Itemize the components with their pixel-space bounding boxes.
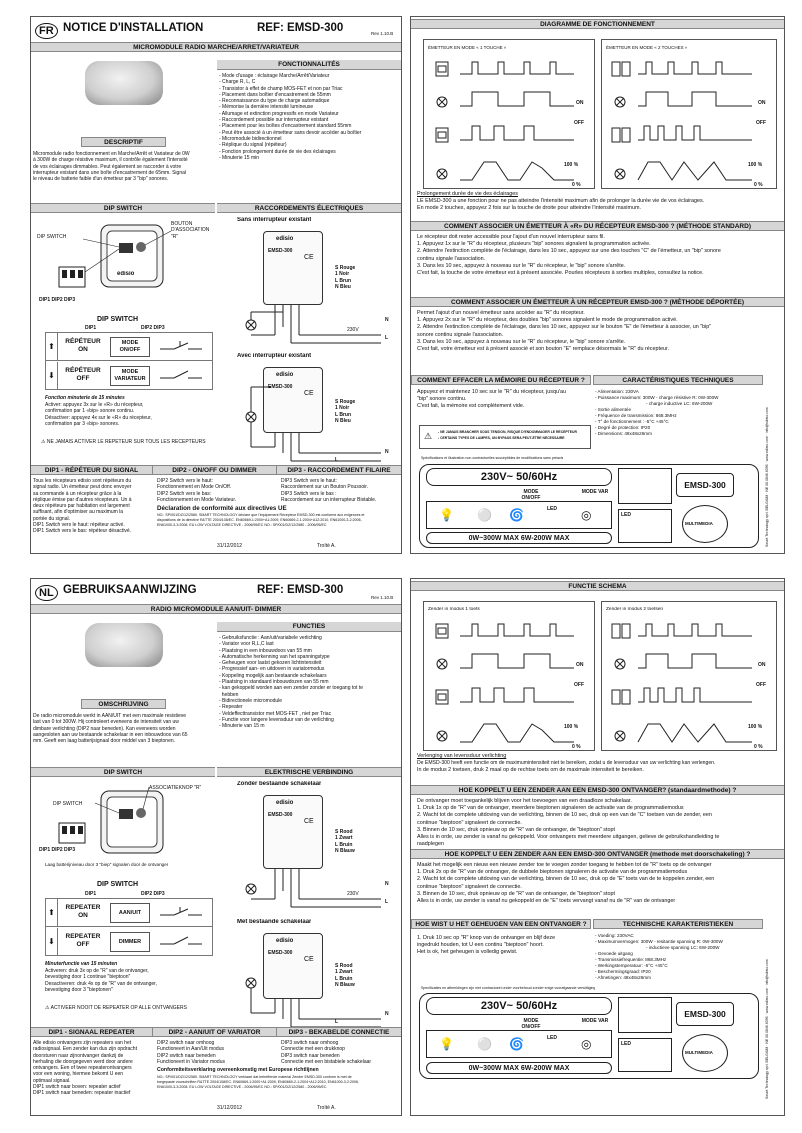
mode-var-small: MODE VAR — [581, 489, 609, 495]
repeater-off-label: RÉPÉTEUR OFF — [65, 367, 101, 382]
on-label-2-nl: ON — [758, 662, 766, 668]
mode-onoff-label-nl: AAN/UIT — [110, 903, 150, 923]
features-list: - Mode d'usage : éclairage Marche/Arrêt/Variateur - Charge R, L, C - Transistor à effet de champ MOS-FET et non par Triac - Placement dans boîtier d'encastrement de 55mm - Reconnaissance du type de charge automatique - Mémorise la dernière intensité lumineuse - Allumage et extinction progressifs en mode Variateur - Raccordement possible sur interrupteur existant - Placement pour les boîtes d'encastrement standard 55mm - Peut être associé à un émetteur sans devoir accéder au boîtier - Micromodule bidirectionnel - Réplique du signal (répéteur) - Fonction prolongement durée de vie des éclairages - Minuterie 15 min — [219, 73, 362, 161]
with-switch-title: Avec interrupteur existant — [237, 353, 312, 359]
product-label-nl — [419, 993, 759, 1079]
dip3-box-title-nl: DIP3 - BEKABELDE CONNECTIE — [277, 1027, 401, 1037]
fr-right-page — [410, 16, 785, 554]
dip3-box-title: DIP3 - RACCORDEMENT FILAIRE — [277, 465, 401, 475]
em2-label: ÉMETTEUR EN MODE « 2 TOUCHES » — [606, 45, 688, 50]
header-nl — [35, 583, 399, 603]
page-title: NOTICE D'INSTALLATION — [63, 22, 204, 34]
ce-mark-2-nl: CE — [304, 956, 314, 963]
transformer-icon — [618, 468, 672, 504]
wiring-diagram-2 — [231, 357, 399, 467]
assoc1-text-nl: De ontvanger moet toegankelijk blijven voor het toevoegen van een draadloze schakelaar. 1. Druk 1x op de "R" van de ontvanger, meerdere bieptonen signaleren de activatie van de programmatiemodus 2. Wacht tot de complete uitdoving van de verlichting, binnen de 10 sec, druk op een van de "C" toetsen van de zender, een continue "bieptoon" signaleert de connectie. 3. Binnen de 10 sec, druk opnieuw op de "R" van de ontvanger, de "bieptoon" stopt Alles is in orde, uw zender is vanaf nu gekoppeld. Voor ontvangers met meerdere uitgangen, gelieve de gebruikshandleiding te raadplegen — [417, 798, 720, 848]
prolong-section-nl: Verlenging van levensduur verlichting De EMSD-300 heeft een functie om de maximumintensiteit niet te bereiken, zodat u de levensduur van uw verlichting kan verlengen. In de modus 2 toetsen, druk 2 maal op de rechtse toets om de maximale intensiteit te bereiken. — [417, 753, 716, 774]
spot-icon-nl: ◎ — [581, 1037, 592, 1051]
diagram-2-nl — [601, 601, 777, 751]
voltage-1-nl: 230V — [347, 891, 359, 897]
dip1-text-nl: Alle edisio ontvangers zijn repeaters van het radiosignaal. Een zender kan dus zijn opdracht doorsturen naar zijnontvanger dankzij de herhaling die doorgegeven werd door andere ontvangers. Een of twee repeaterontvangers voor een woning, hiermee bekomt U een optimaal signaal. DIP1 switch naar boven: repeater actief DIP1 switch naar beneden: repeater inactief — [33, 1040, 137, 1097]
dip2-box-title: DIP2 - ON/OFF OU DIMMER — [153, 465, 277, 475]
load-types-nl — [426, 1030, 612, 1058]
warning-icon-2: ⚠ — [424, 431, 433, 441]
repeater-warning: ⚠ NE JAMAIS ACTIVER LE RÉPÉTEUR SUR TOUS LES RÉCEPTEURS — [41, 439, 206, 445]
declaration-text: NO.: SP/001/DZ/12/2580. SMART TECHNOLOGY déclare que l'équipement Récepteur EMSD-300 est conforme aux exigences et dispositions de la directive R&TTE 2004/108/EC. EN60669-1:2000+A1:2009, EN60669-2-1:2004+A12:2010, EN61000-3-2:2006, EN61000-3-3:2008. EU LOW VOLTAGE DIRECTIVE - 2006/95/EC NO.: SP/001/DZ/12/2580 - 2006/95/EC — [157, 513, 365, 527]
device-brand-2: edisio — [276, 372, 294, 378]
dip2-text: DIP2 Switch vers le haut: Fonctionnement en Mode On/Off. DIP2 Switch vers le bas: Fonctionnement en Mode Variateur. — [157, 478, 237, 503]
spot-icon: ◎ — [581, 508, 592, 522]
ce-mark: CE — [304, 254, 314, 261]
p0-label-1: 0 % — [572, 182, 581, 188]
cfl-icon-nl: 🌀 — [509, 1037, 524, 1051]
bulb-icon-nl: 💡 — [439, 1037, 454, 1051]
signature-place: Troïté A. — [317, 543, 336, 549]
repeater-on-label: RÉPÉTEUR ON — [65, 338, 101, 353]
no-switch-title: Sans interrupteur existant — [237, 217, 312, 223]
assoc-button-label: BOUTON D'ASSOCIATION "R" — [171, 221, 210, 240]
assoc1-title: COMMENT ASSOCIER UN ÉMETTEUR À «R» DU RÉCEPTEUR EMSD-300 ? (MÉTHODE STANDARD) — [411, 221, 784, 231]
wire-l-2: L — [335, 457, 339, 463]
dip1-box-title: DIP1 - RÉPÉTEUR DU SIGNAL — [31, 465, 153, 475]
halogen-icon: ⚪ — [477, 508, 492, 522]
wiring-diagram-2-nl — [231, 923, 399, 1029]
led-driver-box: LED — [618, 509, 672, 543]
transformer-icon-nl — [618, 997, 672, 1033]
subtitle: MICROMODULE RADIO MARCHE/ARRET/VARIATEUR — [31, 42, 401, 52]
dip1-box-title-nl: DIP1 - SIGNAAL REPEATER — [31, 1027, 153, 1037]
dip1-head-nl: DIP1 — [85, 891, 97, 897]
dip3-text: DIP3 Switch vers le haut: Raccordement sur un Bouton Poussoir. DIP3 Switch vers le bas : Raccordement sur un interrupteur Bistable. — [281, 478, 377, 503]
off-label-2-nl: OFF — [756, 682, 766, 688]
dip-table-nl — [45, 898, 213, 956]
warning-box: ⚠ - NE JAMAIS BRANCHER SOUS TENSION, RISQUE D'ENDOMMAGER LE RÉCEPTEUR - CERTAINS TYPES DE LAMPES, UN BYPASS SERA PEUT-ÊTRE NÉCESSAIRE — [419, 425, 591, 449]
side-brand: Smart Technology sprl. BELGIUM · NE 06.0846.6396 · www.edisio.com · info@edisio.com — [765, 407, 769, 547]
diagram-2-tecla — [601, 39, 777, 189]
device-brand-2-nl: edisio — [276, 938, 294, 944]
repeater-on-label-nl: REPEATER ON — [65, 904, 101, 919]
lang-badge-nl: NL — [35, 585, 58, 601]
down-arrow-icon: ⬇ — [46, 362, 58, 390]
dip2-box-title-nl: DIP2 - AAN/UIT OF VARIATOR — [153, 1027, 277, 1037]
device-name-2: EMSD-300 — [268, 384, 293, 390]
desc-title: DESCRIPTIF — [81, 137, 166, 147]
no-switch-title-nl: Zonder bestaande schakelaar — [237, 781, 322, 787]
side-brand-nl: Smart Technology sprl. BELGIUM · NE 06.0846.6396 · www.edisio.com · info@edisio.com — [765, 959, 769, 1099]
subtitle-nl: RADIO MICROMODULE AAN/UIT- DIMMER — [31, 604, 401, 614]
wiring-title: RACCORDEMENTS ÉLECTRIQUES — [217, 203, 401, 213]
wire-n-2: N — [385, 449, 389, 455]
up-arrow-icon: ⬆ — [46, 333, 58, 361]
diagram-1-tecla — [423, 39, 595, 189]
p100-label-2-nl: 100 % — [748, 724, 763, 730]
voltage-label-nl: 230V~ 50/60Hz — [426, 997, 612, 1015]
erase-text: Appuyez et maintenez 10 sec sur le "R" du récepteur, jusqu'au "bip" sonore continu. C'est fait, la mémoire est complètement vide. — [417, 389, 566, 410]
wiring-diagram-1-nl — [231, 781, 399, 911]
wire-legend-2-nl: S Rood 1 Zwart L Bruin N Blauw — [335, 963, 355, 988]
pushbutton-icon-nl — [158, 905, 204, 921]
assoc2-text-nl: Maakt het mogelijk een nieuw een nieuwe zender toe te voegen zonder toegang te hebben tot de "R" toets op de ontvanger 1. Druk 2x op de "R" van de ontvanger, de dubbele bieptonen signaleren de activatie van de programmatiemodus 2. Wacht tot de complete uitdoving van de verlichting, binnen de 10 sec, druk op de "E" toets van de te koppelen zender, een continue "bieptoon" signaleert de connectie. 3. Binnen de 10 sec, druk opnieuw op de "R" van de ontvanger, de "bieptoon" stopt Alles is in orde, uw zender is vanaf nu gekoppeld en de "E" toets vervangt vanaf nu de "R" van de ontvanger — [417, 862, 715, 905]
off-label-1: OFF — [574, 120, 584, 126]
dip-table — [45, 332, 213, 390]
dip2-text-nl: DIP2 switch naar omhoog Functioneert in Aan/Uit modus DIP2 switch naar beneden Functioneert in Variator modus — [157, 1040, 225, 1065]
voltage-label: 230V~ 50/60Hz — [426, 468, 612, 486]
device-brand: edisio — [276, 236, 294, 242]
wire-n-2-nl: N — [385, 1011, 389, 1017]
wire-l-2-nl: L — [335, 1019, 339, 1025]
ce-mark-2: CE — [304, 390, 314, 397]
no-multimedia-icon: MULTIMEDIA — [682, 505, 728, 543]
mode-onoff-small-nl: MODE ON/OFF — [521, 1018, 541, 1031]
assoc2-title-nl: HOE KOPPELT U EEN ZENDER AAN EEN EMSD-300 ONTVANGER (methode met doorschakeling) ? — [411, 849, 784, 859]
wire-legend-1: S Rouge 1 Noir L Brun N Bleu — [335, 265, 356, 290]
p0-label-2: 0 % — [754, 182, 763, 188]
device-brand-nl: edisio — [276, 800, 294, 806]
timer-text: Activer: appuyez 3x sur le «R» du récepteur, confirmation par 1 «bip» sonore continu. Désactiver: appuyez 4x sur le «R» du récepteur, confirmation par 3 «bip» sonores. — [45, 402, 152, 427]
warning-icon-nl: ⚠ — [45, 1005, 51, 1011]
dip23-head: DIP2 DIP3 — [141, 325, 165, 331]
no-multimedia-icon-nl: MULTIMEDIA — [682, 1034, 728, 1072]
switch-icon-nl — [158, 934, 204, 950]
prolong-section: Prolongement durée de vie des éclairages LE EMSD-300 a une fonction pour ne pas atteindre l'intensité maximum afin de prolonger la durée vie de vos éclairages. En mode 2 touches, appuyez 2 fois sur la touche de droite pour atteindre l'intensité maximum. — [417, 191, 705, 212]
desc-title-nl: OMSCHRIJVING — [81, 699, 166, 709]
page-title-nl: GEBRUIKSAANWIJZING — [63, 584, 197, 596]
off-label-1-nl: OFF — [574, 682, 584, 688]
led-label: LED — [547, 506, 557, 512]
with-switch-title-nl: Met bestaande schakelaar — [237, 919, 312, 925]
signature-place-nl: Troïté A. — [317, 1105, 336, 1111]
dip3-text-nl: DIP3 switch naar omhoog Connectie met een drukknop DIP3 switch naar beneden Connectie met een bistabiele schakelaar — [281, 1040, 372, 1065]
product-photo — [85, 61, 163, 105]
mode-onoff-label: MODE ON/OFF — [110, 337, 150, 357]
specs-note-nl: Specificaties en afbeeldingen zijn niet contractueel onder voorbehoud zonder enige voorafgaande verwittiging — [421, 986, 596, 990]
tech-specs-nl: - Voeding: 230VAC - Maximumvermogen: 300W - resitantie spanning R: 0W-300W - inductieve spanning LC: 6W-200W - Gevoede uitgang - Transmissiefrequentie: 868.3MHz - Werkingstemperatuur: -5°C +45°C - Beschermingsgraad: IP20 - Afmetingen: 48x48x26mm — [595, 933, 723, 980]
on-label-1-nl: ON — [576, 662, 584, 668]
em2-label-nl: Zender in modus 2 toetsen — [606, 607, 664, 612]
p100-label-1: 100 % — [564, 162, 579, 168]
declaration-title-nl: Conformiteitsverklaring overeenkomstig met Europese richtlijnen — [157, 1067, 319, 1073]
fr-left-page — [30, 16, 402, 554]
assoc1-title-nl: HOE KOPPELT U EEN ZENDER AAN EEN EMSD-300 ONTVANGER? (standaardmethode) ? — [411, 785, 784, 795]
assoc-button-label-nl: ASSOCIATIEKNOP "R" — [149, 785, 202, 791]
battery-note: Laag batterijniveau door 3 "biep" signalen door de ontvanger — [45, 862, 169, 867]
up-arrow-icon-nl: ⬆ — [46, 899, 58, 927]
dip-title: DIP SWITCH — [31, 203, 215, 213]
halogen-icon-nl: ⚪ — [477, 1037, 492, 1051]
p100-label-2: 100 % — [748, 162, 763, 168]
dip23-head-nl: DIP2 DIP3 — [141, 891, 165, 897]
specs-note: Spécifications et illustration non contractuelles susceptibles de modifications sans préavis — [421, 456, 564, 460]
brand-mark: edisio — [117, 271, 135, 277]
load-types — [426, 501, 612, 529]
description-nl: De radio micromodule werkt in AAN/UIT met een maximale resistieve last van 0 tot 300W. Hij controleert eveneens de intensiteit van uw dimbare verlichting (DIP2 naar beneden). Kan eveneens worden aangesloten aan uw bestaande schakelaar in een inbouwdoos van 65 mm. Geeft een laag batterijsignaal door middel van 3 bieptonen. — [33, 713, 188, 745]
model-name: EMSD-300 — [676, 473, 734, 497]
cfl-icon: 🌀 — [509, 508, 524, 522]
p100-label-1-nl: 100 % — [564, 724, 579, 730]
assoc1-text: Le récepteur doit rester accessible pour l'ajout d'un nouvel interrupteur sans fil. 1. Appuyez 1x sur le "R" du récepteur, plusieurs "bip" sonores signalent la programmation activée. 2. Attendre l'extinction complète de l'éclairage, dans les 10 sec, appuyez sur une des touches "C" de l'émetteur, un "bip" sonore continu signale l'association. 3. Dans les 10 sec, appuyez à nouveau sur le "R" du récepteur, le "bip" sonore s'arrête. C'est fait, la touche de votre émetteur est à présent associée. Pourles récepteurs à sorties multiples, consultez la notice. — [417, 234, 721, 277]
repeater-warning-nl: ⚠ ACTIVEER NOOIT DE REPEATER OP ALLE ONTVANGERS — [45, 1005, 187, 1011]
wiring-title-nl: ELEKTRISCHE VERBINDING — [217, 767, 401, 777]
reference: REF: EMSD-300 — [257, 22, 344, 34]
product-label — [419, 464, 759, 548]
tech-title: CARACTÉRISTIQUES TECHNIQUES — [593, 375, 763, 385]
declaration-title: Déclaration de conformité aux directives UE — [157, 505, 287, 512]
nl-left-page — [30, 578, 402, 1116]
product-photo-nl — [85, 623, 163, 667]
pushbutton-icon — [158, 339, 204, 355]
off-label-2: OFF — [756, 120, 766, 126]
device-name: EMSD-300 — [268, 248, 293, 254]
em1-label: ÉMETTEUR EN MODE « 1 TOUCHE » — [428, 45, 507, 50]
erase-title-nl: HOE WIST U HET GEHEUGEN VAN EEN ONTVANGER ? — [411, 919, 591, 929]
bulb-icon: 💡 — [439, 508, 454, 522]
wire-n-1: N — [385, 317, 389, 323]
warning-icon: ⚠ — [41, 439, 47, 445]
erase-text-nl: 1. Druk 10 sec op "R" knop van de ontvanger en blijf deze ingedrukt houden, tot U een continu "bieptoon" hoort. Het is ok, het geheugen is volledig gewist. — [417, 935, 556, 956]
revision: Rev 1.10.B — [371, 31, 394, 36]
dip-switch-heading: DIP SWITCH — [97, 316, 139, 323]
dip-switch-label-nl: DIP SWITCH — [53, 801, 83, 807]
wire-legend-1-nl: S Rood 1 Zwart L Bruin N Blauw — [335, 829, 355, 854]
device-name-nl: EMSD-300 — [268, 812, 293, 818]
nl-right-page — [410, 578, 785, 1116]
diagram-1-nl — [423, 601, 595, 751]
wiring-diagram-1 — [231, 217, 399, 347]
em1-label-nl: Zender in modus 1 toets — [428, 607, 480, 612]
dip-switch-label: DIP SWITCH — [37, 234, 67, 240]
reference-nl: REF: EMSD-300 — [257, 584, 344, 596]
mode-var-label-nl: DIMMER — [110, 932, 150, 952]
model-name-nl: EMSD-300 — [676, 1002, 734, 1026]
down-arrow-icon-nl: ⬇ — [46, 928, 58, 956]
dip-labels-nl: DIP1 DIP2 DIP3 — [39, 847, 76, 853]
mode-var-small-nl: MODE VAR — [581, 1018, 609, 1024]
wire-legend-2: S Rouge 1 Noir L Brun N Bleu — [335, 399, 356, 424]
erase-title: COMMENT EFFACER LA MÉMOIRE DU RÉCEPTEUR ? — [411, 375, 591, 385]
assoc2-title: COMMENT ASSOCIER UN ÉMETTEUR À UN RÉCEPTEUR EMSD-300 ? (MÉTHODE DÉPORTÉE) — [411, 297, 784, 307]
assoc2-text: Permet l'ajout d'un nouvel émetteur sans accéder au "R" du récepteur. 1. Appuyez 2x sur le "R" du récepteur, des doubles "bip" sonores signalent le mode de programmation activé. 2. Attendre l'extinction complète de l'éclairage, dans les 10 sec, appuyez sur le bouton "E" de l'émetteur à associer, un "bip" sonore continu signale l'association. 3. Dans les 10 sec, appuyez à nouveau sur le "R" du récepteur, le "bip" sonore s'arrête. C'est fait, votre émetteur est à présent associé et son bouton "E" remplace désormais le "R" du récepteur. — [417, 310, 712, 353]
date-nl: 31/12/2012 — [217, 1105, 243, 1111]
declaration-text-nl: NO.: SP/001/DZ/12/2580. SMART TECHNOLOGY verklaart dat betreffende material Zender EMSD-300 conform is met de toegepaste voorschriften R&TTE 2004/108/EC. EN60669-1:2000+A1:2009, EN60669-2-1:2004+A12:2010, EN61000-3-2:2006, EN61000-3-3:2008. EU LOW VOLTAGE DIRECTIVE - 2006/95/EC NO.: SP/001/DZ/12/2580 - 2006/95/EC — [157, 1075, 359, 1089]
on-label-2: ON — [758, 100, 766, 106]
on-label-1: ON — [576, 100, 584, 106]
timer-title-nl: Minuterfunctie van 15 minuten — [45, 961, 118, 967]
func-title-nl: FUNCTIE SCHEMA — [411, 581, 784, 591]
header — [35, 21, 399, 41]
mode-onoff-small: MODE ON/OFF — [521, 489, 541, 502]
timer-text-nl: Activeren: druk 3x op de "R" van de ontvanger, bevestiging door 1 continue "bieptoon" Desactiveren: druk 4x op de "R" van de ontvanger, bevestiging door 3 "bieptonen" — [45, 968, 157, 993]
timer-title: Fonction minuterie de 15 minutes — [45, 395, 125, 401]
power-range-nl: 0W~300W MAX 6W-200W MAX — [426, 1062, 612, 1074]
lang-badge: FR — [35, 23, 58, 39]
power-range: 0W~300W MAX 6W-200W MAX — [426, 532, 612, 544]
features-list-nl: - Gebruiksfunctie : Aan/uit/variabele verlichting - Variator voor R,L,C last - Plaatsing in een inbouwdoos van 55 mm - Automatische herkenning van het spanningstype - Geheugen voor laatst gekozen lichtintensiteit - Progressief aan- en uitdoven in variatormodus - Koppeling mogelijk aan bestaande schakelaars - Plaatsing in standaard inbouwdozen van 55 mm - kan gekoppeld worden aan een zender zonder er toegang tot te hebben - Bidirectionele micromodule - Repeater - Veldeffecttransistor met MOS-FET , niet per Triac - Functie voor langere levensduur van de verlichting - Minuterie van 15 m — [219, 635, 363, 730]
features-title: FONCTIONNALITÉS — [217, 60, 401, 70]
led-label-nl: LED — [547, 1035, 557, 1041]
voltage-1: 230V — [347, 327, 359, 333]
wire-l-1: L — [385, 335, 389, 341]
led-driver-box-nl: LED — [618, 1038, 672, 1072]
switch-icon — [158, 368, 204, 384]
description: Micromodule radio fonctionnement en Marche/Arrêt et Variateur de 0W à 300W de charge résistive maximum, il contrôle également l'intensité de vos éclairages dimmables. Peut également se raccorder à votre interrupteur existant dans une boîte d'encastrement de 65mm. Signal le niveau de batterie faible d'un émetteur par 3 "bip" sonores. — [33, 151, 190, 183]
revision-nl: Rev 1.10.B — [371, 595, 394, 600]
date: 31/12/2012 — [217, 543, 243, 549]
repeater-off-label-nl: REPEATER OFF — [65, 933, 101, 948]
dip-title-nl: DIP SWITCH — [31, 767, 215, 777]
dip1-head: DIP1 — [85, 325, 97, 331]
device-name-2-nl: EMSD-300 — [268, 950, 293, 956]
mode-var-label: MODE VARIATEUR — [110, 366, 150, 386]
dip-labels: DIP1 DIP2 DIP3 — [39, 297, 76, 303]
tech-specs: - Alimentation: 230VA - Puissance maximum: 300W - charge résistive R: 0W-300W - charge inductive LC: 6W-200W - Sortie alimentée - Fréquence de transmission: 868.3MHz - T° de fonctionnement : -5°C +45°C - Degré de protection: IP20 - Dimensions: 48x48x26mm — [595, 389, 719, 436]
func-title: DIAGRAMME DE FONCTIONNEMENT — [411, 19, 784, 29]
ce-mark-nl: CE — [304, 818, 314, 825]
p0-label-1-nl: 0 % — [572, 744, 581, 750]
dip-switch-heading-nl: DIP SWITCH — [97, 881, 139, 888]
wire-n-1-nl: N — [385, 881, 389, 887]
dip1-text: Tous les récepteurs edisio sont répéteurs du signal radio. Un émetteur peut donc envoyer sa commande à un récepteur grâce à la réplique émise par d'autres récepteurs. Un à deux répéteurs par habitation est largement suffisant, afin d'optimiser au maximum la portée du signal. DIP1 Switch vers le haut: répéteur activé. DIP1 Switch vers le bas: répéteur désactivé. — [33, 478, 132, 535]
features-title-nl: FUNCTIES — [217, 622, 401, 632]
p0-label-2-nl: 0 % — [754, 744, 763, 750]
tech-title-nl: TECHNISCHE KARAKTERISTIEKEN — [593, 919, 763, 929]
wire-l-1-nl: L — [385, 899, 389, 905]
